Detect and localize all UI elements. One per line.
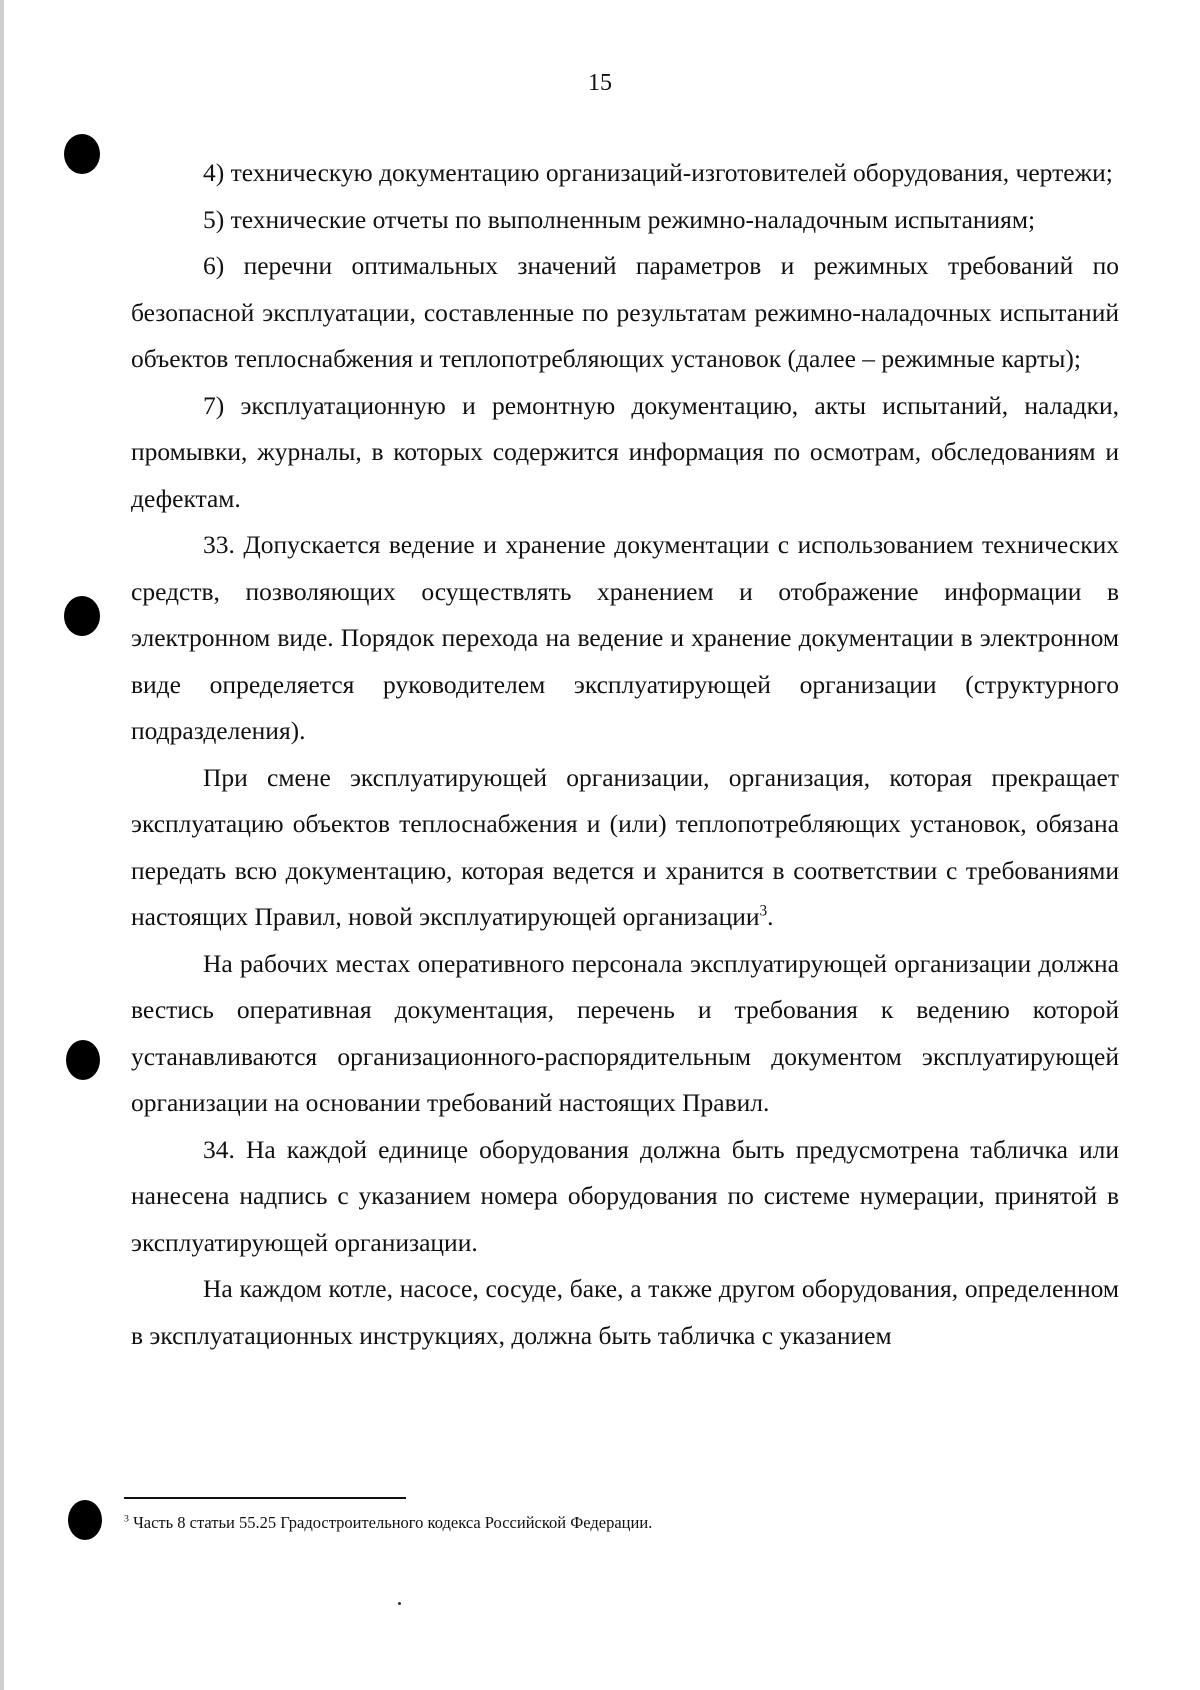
paragraph-item-5: 5) технические отчеты по выполненным режимно-наладочным испытаниям; — [203, 204, 1036, 234]
paragraph-equipment-plates: На каждом котле, насосе, сосуде, баке, а также другом оборудования, определенном в эксплуатационных инструкциях, должна быть табличка с указанием — [131, 1274, 1119, 1350]
footnote-separator — [124, 1497, 406, 1499]
footnote-text: Часть 8 статьи 55.25 Градостроительного кодекса Российской Федерации. — [133, 1513, 653, 1532]
footnote-reference-tail: . — [767, 902, 774, 931]
scan-edge — [0, 0, 4, 1690]
footnote-reference[interactable]: 3 — [759, 902, 768, 920]
paragraph-item-7: 7) эксплуатационную и ремонтную документацию, акты испытаний, наладки, промывки, журналы, в которых содержится информация по осмотрам, обследованиям и дефектам. — [131, 390, 1119, 513]
footnote-marker: 3 — [124, 1513, 129, 1525]
paragraph-operational-docs: На рабочих местах оперативного персонала эксплуатирующей организации должна вестись оперативная документация, перечень и требования к ведению которой устанавливаются организационного-распорядительным документом эксплуатирующей организации на основании требований настоящих Правил. — [131, 948, 1119, 1117]
body-text — [131, 150, 1119, 1359]
paragraph-item-4: 4) техническую документацию организаций-изготовителей оборудования, чертежи; — [203, 158, 1113, 187]
punch-hole-mark — [68, 1500, 102, 1540]
paragraph-clause-34: 34. На каждой единице оборудования должна быть предусмотрена табличка или нанесена надпись с указанием номера оборудования по системе нумерации, принятой в эксплуатирующей организации. — [131, 1134, 1119, 1257]
paragraph-change-of-operator-text: При смене эксплуатирующей организации, организация, которая прекращает эксплуатацию объектов теплоснабжения и (или) теплопотребляющих установок, обязана передать всю документацию, которая ведется и хранится в соответствии с требованиями настоящих Правил, новой эксплуатирующей организации — [131, 762, 1119, 931]
page-number: 15 — [588, 70, 612, 96]
paragraph-item-6: 6) перечни оптимальных значений параметров и режимных требований по безопасной эксплуатации, составленные по результатам режимно-наладочных испытаний объектов теплоснабжения и теплопотребляющих установок (далее – режимные карты); — [131, 251, 1119, 373]
scan-speck — [398, 1602, 401, 1605]
punch-hole-mark — [66, 1040, 100, 1080]
paragraph-clause-33: 33. Допускается ведение и хранение документации с использованием технических средств, позволяющих осуществлять хранением и отображение информации в электронном виде. Порядок перехода на ведение и хранение документации в электронном виде определяется руководителем эксплуатирующей организации (структурного подразделения). — [131, 530, 1119, 745]
paragraph-change-of-operator — [131, 755, 1119, 941]
punch-hole-mark — [64, 134, 100, 174]
punch-hole-mark — [64, 596, 100, 636]
footnote — [124, 1512, 652, 1534]
